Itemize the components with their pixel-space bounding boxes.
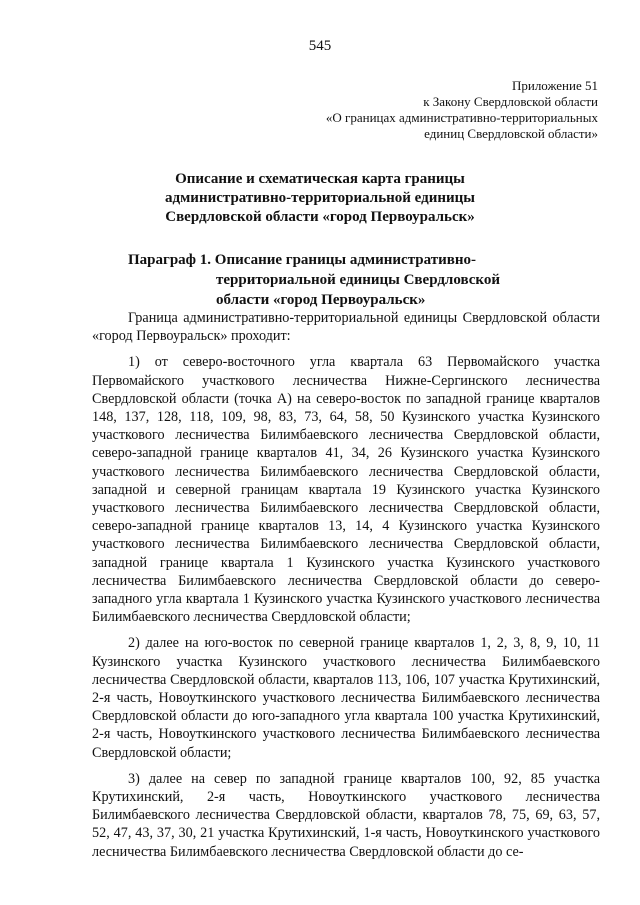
intro-paragraph: Граница административно-территориальной единицы Свердловской области «город Первоуральск» проходит: <box>92 310 600 345</box>
appendix-reference <box>298 78 598 142</box>
boundary-item-3: 3) далее на север по западной границе кварталов 100, 92, 85 участка Крутихинский, 2-я часть, Новоуткинского участкового лесничества Билимбаевского лесничества Свердловской области, кварталов 78, 75, 69, 63, 57, 52, 47, 43, 37, 30, 21 участка Крутихинский, 1-я часть, Новоуткинского участкового лесничества Билимбаевского лесничества Свердловской области до се- <box>92 770 600 860</box>
paragraph-heading-line: Описание границы административно- <box>214 252 476 268</box>
title-line: Свердловской области «город Первоуральск» <box>165 209 475 225</box>
paragraph-heading-line: территориальной единицы Свердловской <box>216 272 500 288</box>
appendix-line: единиц Свердловской области» <box>424 126 598 141</box>
document-body <box>92 309 600 869</box>
page-number: 545 <box>308 38 332 54</box>
appendix-line: «О границах административно-территориальных <box>325 110 598 125</box>
paragraph-heading-line: области «город Первоуральск» <box>216 292 426 308</box>
boundary-item-2: 2) далее на юго-восток по северной границе кварталов 1, 2, 3, 8, 9, 10, 11 Кузинского участка Кузинского участкового лесничества Билимбаевского лесничества Свердловской области, кварталов 113, 106, 107 участка Крутихинский, 2-я часть, Новоуткинского участкового лесничества Билимбаевского лесничества Свердловской области до юго-западного угла квартала 100 участка Крутихинский, 2-я часть, Новоуткинского участкового лесничества Билимбаевского лесничества Свердловской области; <box>92 635 600 761</box>
boundary-item-1: 1) от северо-восточного угла квартала 63 Первомайского участка Первомайского участкового лесничества Нижне-Сергинского лесничества Свердловской области (точка А) на северо-восток по западной границе кварталов 148, 137, 128, 118, 109, 98, 83, 73, 64, 58, 50 Кузинского участка Кузинского участкового лесничества Билимбаевского лесничества Свердловской области, северо-западной границе кварталов 41, 34, 26 Кузинского участка Кузинского участкового лесничества Билимбаевского лесничества Свердловской области, западной и северной границам квартала 19 Кузинского участка Кузинского участкового лесничества Билимбаевского лесничества Свердловской области, северо-западной границе кварталов 13, 14, 4 Кузинского участка Кузинского участкового лесничества Билимбаевского лесничества Свердловской области, западной границе квартала 1 Кузинского участка Кузинского участкового лесничества Билимбаевского лесничества Свердловской области до северо-западного угла квартала 1 Кузинского участка Кузинского участкового лесничества Билимбаевского лесничества Свердловской области; <box>92 354 600 626</box>
appendix-line: к Закону Свердловской области <box>423 94 598 109</box>
paragraph-number: Параграф 1. <box>128 252 212 268</box>
title-line: административно-территориальной единицы <box>165 190 475 206</box>
document-title <box>0 170 640 227</box>
paragraph-heading <box>128 250 598 310</box>
appendix-line: Приложение 51 <box>511 78 598 93</box>
title-line: Описание и схематическая карта границы <box>175 171 465 187</box>
